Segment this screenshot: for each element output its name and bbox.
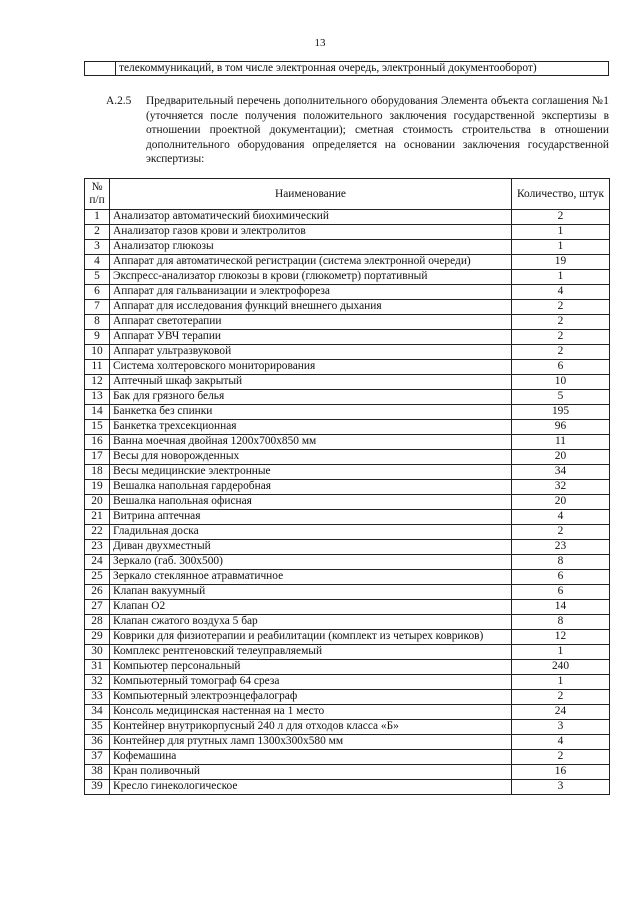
row-name: Система холтеровского мониторирования <box>110 360 512 375</box>
row-number: 22 <box>85 525 110 540</box>
row-number: 1 <box>85 210 110 225</box>
row-name: Кофемашина <box>110 750 512 765</box>
row-number: 27 <box>85 600 110 615</box>
section-a25 <box>106 94 609 167</box>
row-number: 13 <box>85 390 110 405</box>
table-row <box>85 390 610 405</box>
table-row <box>85 615 610 630</box>
row-name: Диван двухместный <box>110 540 512 555</box>
row-number: 25 <box>85 570 110 585</box>
row-quantity: 32 <box>512 480 610 495</box>
row-number: 19 <box>85 480 110 495</box>
row-name: Зеркало стеклянное атравматичное <box>110 570 512 585</box>
table-row <box>85 765 610 780</box>
empty-cell <box>85 62 116 76</box>
row-name: Контейнер внутрикорпусный 240 л для отходов класса «Б» <box>110 720 512 735</box>
header-num: № п/п <box>85 179 110 210</box>
row-number: 10 <box>85 345 110 360</box>
row-quantity: 12 <box>512 630 610 645</box>
row-name: Кран поливочный <box>110 765 512 780</box>
row-quantity: 11 <box>512 435 610 450</box>
row-number: 15 <box>85 420 110 435</box>
row-name: Вешалка напольная офисная <box>110 495 512 510</box>
table-row <box>85 450 610 465</box>
row-quantity: 2 <box>512 330 610 345</box>
row-name: Аппарат для исследования функций внешнего дыхания <box>110 300 512 315</box>
row-number: 18 <box>85 465 110 480</box>
row-quantity: 195 <box>512 405 610 420</box>
row-quantity: 6 <box>512 585 610 600</box>
table-row <box>85 480 610 495</box>
row-number: 14 <box>85 405 110 420</box>
row-name: Консоль медицинская настенная на 1 место <box>110 705 512 720</box>
row-number: 33 <box>85 690 110 705</box>
table-header-row <box>85 179 610 210</box>
row-number: 38 <box>85 765 110 780</box>
page-number: 13 <box>314 37 326 49</box>
table-row <box>85 690 610 705</box>
row-number: 3 <box>85 240 110 255</box>
equipment-table <box>84 178 610 795</box>
table-row <box>85 315 610 330</box>
row-number: 39 <box>85 780 110 795</box>
table-row <box>85 495 610 510</box>
row-quantity: 1 <box>512 645 610 660</box>
table-row <box>85 255 610 270</box>
table-row <box>85 435 610 450</box>
row-number: 23 <box>85 540 110 555</box>
row-name: Банкетка трехсекционная <box>110 420 512 435</box>
table-row <box>85 330 610 345</box>
row-name: Коврики для физиотерапии и реабилитации (комплект из четырех ковриков) <box>110 630 512 645</box>
table-row <box>85 675 610 690</box>
row-quantity: 2 <box>512 525 610 540</box>
row-number: 2 <box>85 225 110 240</box>
row-number: 20 <box>85 495 110 510</box>
table-row <box>85 720 610 735</box>
header-name: Наименование <box>110 179 512 210</box>
row-name: Кресло гинекологическое <box>110 780 512 795</box>
table-row <box>85 225 610 240</box>
row-name: Анализатор автоматический биохимический <box>110 210 512 225</box>
row-number: 7 <box>85 300 110 315</box>
table-row <box>85 270 610 285</box>
row-quantity: 2 <box>512 690 610 705</box>
table-row <box>85 525 610 540</box>
row-quantity: 8 <box>512 555 610 570</box>
continued-table-row <box>84 61 609 76</box>
table-row <box>85 345 610 360</box>
table-row <box>85 555 610 570</box>
row-number: 36 <box>85 735 110 750</box>
row-name: Гладильная доска <box>110 525 512 540</box>
row-number: 6 <box>85 285 110 300</box>
row-number: 34 <box>85 705 110 720</box>
row-quantity: 2 <box>512 210 610 225</box>
row-number: 17 <box>85 450 110 465</box>
row-name: Экспресс-анализатор глюкозы в крови (глюкометр) портативный <box>110 270 512 285</box>
row-name: Бак для грязного белья <box>110 390 512 405</box>
table-row <box>85 705 610 720</box>
row-quantity: 4 <box>512 735 610 750</box>
section-label: А.2.5 <box>106 95 132 107</box>
row-quantity: 96 <box>512 420 610 435</box>
row-name: Компьютер персональный <box>110 660 512 675</box>
row-number: 9 <box>85 330 110 345</box>
table-row <box>85 660 610 675</box>
row-name: Аппарат ультразвуковой <box>110 345 512 360</box>
table-row <box>85 600 610 615</box>
table-row <box>85 405 610 420</box>
table-row <box>85 285 610 300</box>
row-quantity: 1 <box>512 240 610 255</box>
row-name: Аппарат для гальванизации и электрофореза <box>110 285 512 300</box>
section-text: Предварительный перечень дополнительного оборудования Элемента объекта соглашения №1 (уточняется после получения положительного заключения государственной экспертизы в отношении проектной документации); сметная стоимость строительства в отношении дополнительного оборудования определяется на основании заключения государственной экспертизы: <box>146 95 609 165</box>
row-name: Анализатор газов крови и электролитов <box>110 225 512 240</box>
row-number: 29 <box>85 630 110 645</box>
row-quantity: 2 <box>512 345 610 360</box>
row-name: Аппарат для автоматической регистрации (система электронной очереди) <box>110 255 512 270</box>
table-row <box>85 780 610 795</box>
row-number: 35 <box>85 720 110 735</box>
table-row <box>85 240 610 255</box>
row-quantity: 16 <box>512 765 610 780</box>
row-quantity: 2 <box>512 750 610 765</box>
row-quantity: 3 <box>512 780 610 795</box>
row-name: Аптечный шкаф закрытый <box>110 375 512 390</box>
table-row <box>85 420 610 435</box>
table-row <box>85 645 610 660</box>
table-row <box>85 210 610 225</box>
row-quantity: 6 <box>512 570 610 585</box>
row-name: Банкетка без спинки <box>110 405 512 420</box>
row-number: 28 <box>85 615 110 630</box>
table-row <box>85 750 610 765</box>
row-number: 16 <box>85 435 110 450</box>
row-name: Зеркало (габ. 300х500) <box>110 555 512 570</box>
row-quantity: 4 <box>512 510 610 525</box>
row-number: 30 <box>85 645 110 660</box>
row-name: Весы медицинские электронные <box>110 465 512 480</box>
row-number: 8 <box>85 315 110 330</box>
row-name: Аппарат УВЧ терапии <box>110 330 512 345</box>
row-number: 5 <box>85 270 110 285</box>
row-name: Клапан сжатого воздуха 5 бар <box>110 615 512 630</box>
row-quantity: 20 <box>512 495 610 510</box>
row-name: Анализатор глюкозы <box>110 240 512 255</box>
table-row <box>85 300 610 315</box>
row-name: Компьютерный томограф 64 среза <box>110 675 512 690</box>
row-number: 26 <box>85 585 110 600</box>
table-row <box>85 510 610 525</box>
row-name: Компьютерный электроэнцефалограф <box>110 690 512 705</box>
table-row <box>85 585 610 600</box>
row-quantity: 24 <box>512 705 610 720</box>
row-quantity: 4 <box>512 285 610 300</box>
row-quantity: 5 <box>512 390 610 405</box>
row-name: Клапан вакуумный <box>110 585 512 600</box>
row-name: Комплекс рентгеновский телеуправляемый <box>110 645 512 660</box>
row-name: Клапан О2 <box>110 600 512 615</box>
row-number: 31 <box>85 660 110 675</box>
table-row <box>85 735 610 750</box>
row-quantity: 8 <box>512 615 610 630</box>
row-quantity: 34 <box>512 465 610 480</box>
row-number: 24 <box>85 555 110 570</box>
row-number: 32 <box>85 675 110 690</box>
row-quantity: 20 <box>512 450 610 465</box>
row-quantity: 6 <box>512 360 610 375</box>
row-number: 4 <box>85 255 110 270</box>
table-row <box>85 360 610 375</box>
header-qty: Количество, штук <box>512 179 610 210</box>
row-quantity: 2 <box>512 315 610 330</box>
row-name: Ванна моечная двойная 1200х700х850 мм <box>110 435 512 450</box>
row-number: 21 <box>85 510 110 525</box>
row-name: Вешалка напольная гардеробная <box>110 480 512 495</box>
table-row <box>85 570 610 585</box>
row-quantity: 14 <box>512 600 610 615</box>
table-row <box>85 540 610 555</box>
row-name: Контейнер для ртутных ламп 1300х300х580 мм <box>110 735 512 750</box>
row-quantity: 1 <box>512 225 610 240</box>
row-quantity: 2 <box>512 300 610 315</box>
table-row <box>85 375 610 390</box>
row-quantity: 10 <box>512 375 610 390</box>
row-name: Весы для новорожденных <box>110 450 512 465</box>
row-quantity: 1 <box>512 675 610 690</box>
row-number: 37 <box>85 750 110 765</box>
row-quantity: 23 <box>512 540 610 555</box>
table-row <box>85 630 610 645</box>
continued-row-text: телекоммуникаций, в том числе электронная очередь, электронный документооборот) <box>116 62 609 76</box>
row-quantity: 1 <box>512 270 610 285</box>
row-number: 12 <box>85 375 110 390</box>
row-quantity: 240 <box>512 660 610 675</box>
table-row <box>85 465 610 480</box>
row-name: Витрина аптечная <box>110 510 512 525</box>
row-quantity: 19 <box>512 255 610 270</box>
row-name: Аппарат светотерапии <box>110 315 512 330</box>
row-number: 11 <box>85 360 110 375</box>
row-quantity: 3 <box>512 720 610 735</box>
